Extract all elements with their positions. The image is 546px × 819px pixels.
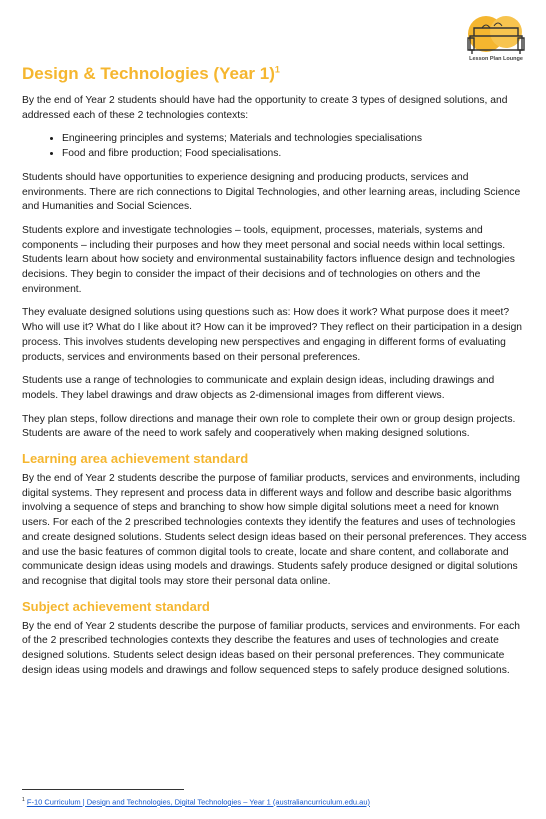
curriculum-link[interactable]: F-10 Curriculum | Design and Technologies, Digital Technologies – Year 1 (australiancurriculum.edu.au): [26, 797, 370, 807]
document-body: [22, 64, 528, 688]
list-item: • Engineering principles and systems; Materials and technologies specialisations: [62, 132, 528, 147]
footnote: [22, 797, 370, 807]
footnote-marker: 1: [22, 797, 25, 803]
paragraph: They evaluate designed solutions using questions such as: How does it work? What purpose does it meet? Who will use it? What do I like about it? How can it be improved? They reflect on their participation in a design process. This involves students developing new perspectives and engaging in different forms of evaluating products, services and environments based on their personal preferences.: [22, 307, 523, 363]
paragraph: They plan steps, follow directions and manage their own role to complete their own or group design projects. Students are aware of the need to work safely and cooperatively when making designed solutions.: [22, 413, 516, 440]
learning-area-paragraph: By the end of Year 2 students describe the purpose of familiar products, services and environments, including digital systems. They represent and process data in different ways and follow and describe basic algorithms involving a sequence of steps and branching to show how simple digital solutions meet a need for known users. For each of the 2 prescribed technologies contexts they identify the features and uses of technologies and create designed solutions. Students select design ideas based on their personal preferences. They access and use the basic features of common digital tools to create, locate and share content, and collaborate and communicate design ideas using models and drawings. Students safely produce designed or digital solutions and recognise that digital tools may store their personal data online.: [22, 473, 527, 587]
list-item: • Food and fibre production; Food specialisations.: [62, 147, 528, 162]
subject-paragraph: By the end of Year 2 students describe the purpose of familiar products, services and environments. For each of the 2 prescribed technologies contexts they describe the features and uses of technologies and create designed solutions. Students select design ideas based on their personal preferences. They communicate design ideas using models and drawings and follow sequenced steps to safely produce designed solutions.: [22, 620, 520, 676]
paragraph: Students explore and investigate technologies – tools, equipment, processes, materials, systems and components – including their purposes and how they meet personal and social needs within local settings. Students learn about how society and environmental sustainability factors influence design and technologies decisions. They begin to consider the impact of their decisions and of technologies on others and the environment.: [22, 224, 515, 295]
intro-paragraph: By the end of Year 2 students should have had the opportunity to create 3 types of designed solutions, and addressed each of these 2 technologies contexts:: [22, 95, 508, 121]
footnote-divider: [22, 789, 184, 790]
logo-caption: Lesson Plan Lounge: [469, 56, 523, 62]
paragraph: Students use a range of technologies to communicate and explain design ideas, including drawings and models. They label drawings and draw objects as 2-dimensional images from different views.: [22, 375, 495, 401]
contexts-list: [22, 132, 528, 161]
page-title: [22, 64, 528, 84]
title-footnote-marker: 1: [274, 64, 280, 75]
paragraph: Students should have opportunities to experience designing and producing products, services and environments. There are rich connections to Digital Technologies, and other learning areas, including Science and Humanities and Social Sciences.: [22, 171, 521, 213]
subject-heading: Subject achievement standard: [22, 598, 210, 614]
title-text: Design & Technologies (Year 1): [22, 64, 275, 83]
learning-area-heading: Learning area achievement standard: [22, 451, 249, 467]
